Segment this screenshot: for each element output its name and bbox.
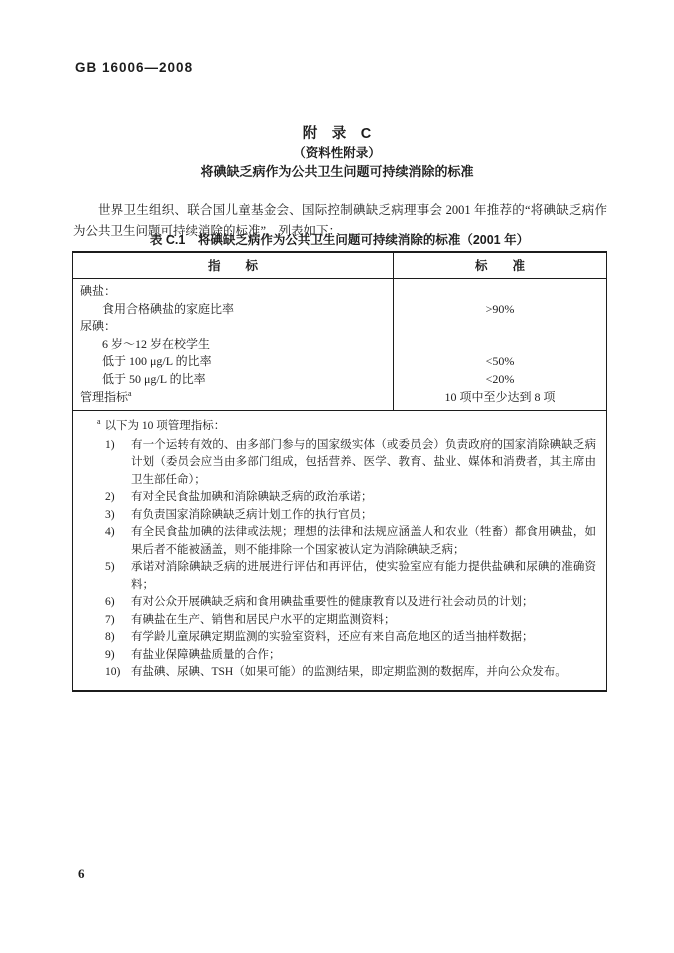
footnote-item-number: 5) [105,561,115,574]
footnote-item-number: 2) [105,491,115,504]
footnote-item-number: 6) [105,596,115,609]
cell-standard: <50% [485,354,515,369]
intro-paragraph: 世界卫生组织、联合国儿童基金会、国际控制碘缺乏病理事会 2001 年推荐的“将碘缺乏病作为公共卫生问题可持续消除的标准”，列表如下： [73,202,607,238]
footnote-item [97,664,596,682]
footnote-item [97,489,596,507]
cell-indicator [73,389,394,411]
footnote-item-text: 有一个运转有效的、由多部门参与的国家级实体（或委员会）负责政府的国家消除碘缺乏病计划（委员会应当由多部门组成，包括营养、医学、教育、盐业、媒体和消费者，其主席由卫生部任命）； [131,438,596,486]
appendix-subheading: （资料性附录） [293,146,381,160]
footnote-item [97,437,596,490]
footnote-item-text: 有盐碘、尿碘、TSH（如果可能）的监测结果，即定期监测的数据库，并向公众发布。 [131,666,567,679]
footnote-item [97,647,596,665]
footnote-marker: a [128,388,132,398]
cell-standard [394,279,606,301]
page-number: 6 [78,866,85,881]
table-row [73,279,606,301]
table-row [73,301,606,319]
table-footnote [73,410,606,690]
footnote-item-number: 9) [105,648,115,661]
footnote-item-text: 有对公众开展碘缺乏病和食用碘盐重要性的健康教育以及进行社会动员的计划； [131,596,534,609]
footnote-item [97,507,596,525]
footnote-marker: a [97,417,101,427]
column-header-indicator: 指 标 [73,253,394,278]
cell-standard: >90% [485,301,515,316]
footnote-item [97,524,596,559]
table-c1 [72,251,607,692]
cell-indicator: 尿碘： [73,318,394,336]
footnote-item-number: 1) [105,438,115,451]
table-row [73,318,606,336]
footnote-item [97,629,596,647]
cell-standard: 10 项中至少达到 8 项 [444,389,556,404]
footnote-item-text: 承诺对消除碘缺乏病的进展进行评估和再评估，使实验室应有能力提供盐碘和尿碘的准确资料； [131,561,596,591]
cell-indicator: 6 岁～12 岁在校学生 [73,336,394,354]
cell-standard: <20% [485,371,515,386]
footnote-item-text: 有碘盐在生产、销售和居民户水平的定期监测资料； [131,613,396,626]
table-row [73,336,606,354]
footnote-item-number: 7) [105,613,115,626]
footnote-item [97,594,596,612]
table-row [73,353,606,371]
cell-standard [394,336,606,354]
cell-indicator: 碘盐： [73,279,394,301]
cell-indicator: 低于 100 μg/L 的比率 [73,353,394,371]
table-header-row [73,253,606,279]
appendix-title: 将碘缺乏病作为公共卫生问题可持续消除的标准 [200,164,474,179]
cell-indicator: 低于 50 μg/L 的比率 [73,371,394,389]
footnote-item-number: 10) [105,666,121,679]
table-caption: 表 C.1 将碘缺乏病作为公共卫生问题可持续消除的标准（2001 年） [149,233,530,247]
footnote-intro-text: 以下为 10 项管理指标： [104,420,226,433]
table-row [73,389,606,411]
footnote-item [97,612,596,630]
column-header-standard: 标 准 [474,259,525,273]
footnote-item-number: 3) [105,508,115,521]
footnote-item [97,559,596,594]
cell-indicator: 食用合格碘盐的家庭比率 [73,301,394,319]
footnote-item-number: 8) [105,631,115,644]
appendix-heading: 附 录 C [302,126,372,142]
footnote-intro [97,418,596,436]
footnote-item-text: 有盐业保障碘盐质量的合作； [131,648,281,661]
footnote-item-number: 4) [105,526,115,539]
cell-indicator-text: 管理指标 [80,389,129,404]
footnote-item-text: 有全民食盐加碘的法律或法规；理想的法律和法规应涵盖人和农业（牲畜）都食用碘盐，如果后者不能被涵盖，则不能排除一个国家被认定为消除碘缺乏病； [131,526,596,556]
footnote-item-text: 有学龄儿童尿碘定期监测的实验室资料，还应有来自高危地区的适当抽样数据； [131,631,534,644]
cell-standard [394,318,606,336]
standard-code: GB 16006—2008 [75,60,194,75]
table-row [73,371,606,389]
footnote-item-text: 有对全民食盐加碘和消除碘缺乏病的政治承诺； [131,491,373,504]
table-body [73,279,606,410]
footnote-item-text: 有负责国家消除碘缺乏病计划工作的执行官员； [131,508,373,521]
